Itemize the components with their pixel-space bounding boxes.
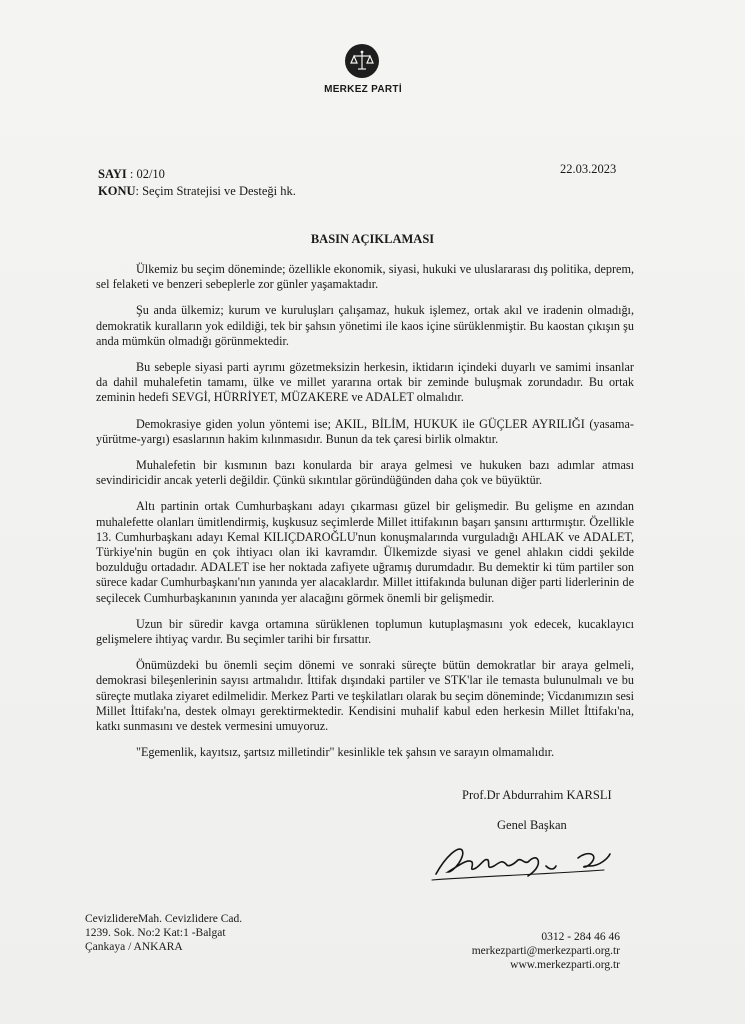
paragraph: Muhalefetin bir kısmının bazı konularda bir araya gelmesi ve hukuken bazı adımlar atması sevindiricidir ancak yeterli değildir. Çünkü sıkıntılar göründüğünden daha çok ve büyüktür. [96, 458, 634, 488]
email-address: merkezparti@merkezparti.org.tr [471, 945, 620, 957]
paragraph: Ülkemiz bu seçim döneminde; özellikle ekonomik, siyasi, hukuki ve uluslararası dış politika, deprem, sel felaketi ve benzeri sebeplerle zor günler yaşamaktadır. [96, 262, 634, 292]
document-body [96, 262, 634, 771]
paragraph: Bu sebeple siyasi parti ayrımı gözetmeksizin herkesin, iktidarın içindeki duyarlı ve samimi insanlar da dahil muhalefetin tamamı, ülke ve millet yararına ortak bir zeminde buluşmak zorundadır. Bu ortak zeminin hedefi SEVGİ, HÜRRİYET, MÜZAKERE ve ADALET olmalıdır. [96, 360, 634, 405]
paragraph: Altı partinin ortak Cumhurbaşkanı adayı çıkarması güzel bir gelişmedir. Bu gelişme en azından muhalefette olanları ümitlendirmiş, kuşkusuz seçimlerde Millet ittifakının başarı şansını arttırmıştır. Özellikle 13. Cumhurbaşkanı adayı Kemal KILIÇDAROĞLU'nun konuşmalarında vurguladığı AHLAK ve ADALET, Türkiye'nin bugün en çok ihtiyacı olan iki kavramdır. Ülkemizde siyasi ve genel ahlakın ciddi şekilde bozulduğu ortadadır. ADALET ise her noktada zafiyete uğramış durumdadır. Bu demektir ki tüm partiler son sürece kadar Cumhurbaşkanı'nın yanında yer alacaklardır. Millet ittifakında bulunan diğer parti liderlerinin de seçilecek Cumhurbaşkanının yanında yer alacağını görmek önemli bir gelişmedir. [96, 499, 634, 605]
paragraph: "Egemenlik, kayıtsız, şartsız milletindir" kesinlikle tek şahsın ve sarayın olmamalıdır. [136, 745, 555, 760]
paragraph: Demokrasiye giden yolun yöntemi ise; AKIL, BİLİM, HUKUK ile GÜÇLER AYRILIĞI (yasama-yürütme-yargı) esaslarının hakim kılınmasıdır. Bunun da tek çaresi birlik olmaktır. [96, 416, 634, 446]
konu-line [98, 183, 296, 200]
konu-value: : Seçim Stratejisi ve Desteği hk. [135, 184, 296, 198]
signatory-role: Genel Başkan [497, 818, 567, 832]
konu-label: KONU [98, 184, 136, 198]
contact-info [462, 930, 620, 972]
office-address [85, 912, 242, 954]
paragraph: Şu anda ülkemiz; kurum ve kuruluşları çalışamaz, hukuk işlemez, ortak akıl ve iradenin olmadığı, demokratik kuralların yok edildiği, tek bir şahsın yönetimi ile kaos içine sürüklenmiştir. Bu kaostan çıkışın şu anda mümkün olmadığı görünmektedir. [96, 303, 634, 348]
address-line: Çankaya / ANKARA [85, 941, 183, 953]
website-link: www.merkezparti.org.tr [510, 959, 620, 971]
address-line: 1239. Sok. No:2 Kat:1 -Balgat [85, 927, 226, 939]
sayi-line [98, 166, 296, 183]
party-name: MERKEZ PARTİ [324, 84, 402, 95]
document-title: BASIN AÇIKLAMASI [310, 232, 435, 246]
scales-of-justice-icon [345, 44, 379, 78]
document-date: 22.03.2023 [560, 162, 617, 176]
phone-number: 0312 - 284 46 46 [541, 931, 620, 943]
sayi-label: SAYI [98, 167, 127, 181]
signatory-name: Prof.Dr Abdurrahim KARSLI [462, 788, 612, 802]
handwritten-signature [428, 836, 628, 886]
address-line: CevizlidereMah. Cevizlidere Cad. [85, 913, 243, 925]
sayi-value: : 02/10 [129, 167, 165, 181]
paragraph: Önümüzdeki bu önemli seçim dönemi ve sonraki süreçte bütün demokratlar bir araya gelmeli, demokrasi bileşenlerinin sayısı artmalıdır. İttifak dışındaki partiler ve STK'lar ile temasta bulunulmalı ve bu süreçte mutlaka ziyaret edilmelidir. Merkez Parti ve teşkilatları olarak bu seçim döneminde; Vicdanımızın sesi Millet İttifakı'na, destek olmayı gerektirmektedir. Kendisini muhalif kabul eden herkesin Millet İttifakı'na, katkı sunmasını ve destek vermesini umuyoruz. [96, 658, 634, 734]
document-meta [98, 166, 296, 200]
paragraph: Uzun bir süredir kavga ortamına sürüklenen toplumun kutuplaşmasını yok edecek, kucaklayıcı gelişmelere ihtiyaç vardır. Bu seçimler tarihi bir fırsattır. [96, 616, 634, 647]
